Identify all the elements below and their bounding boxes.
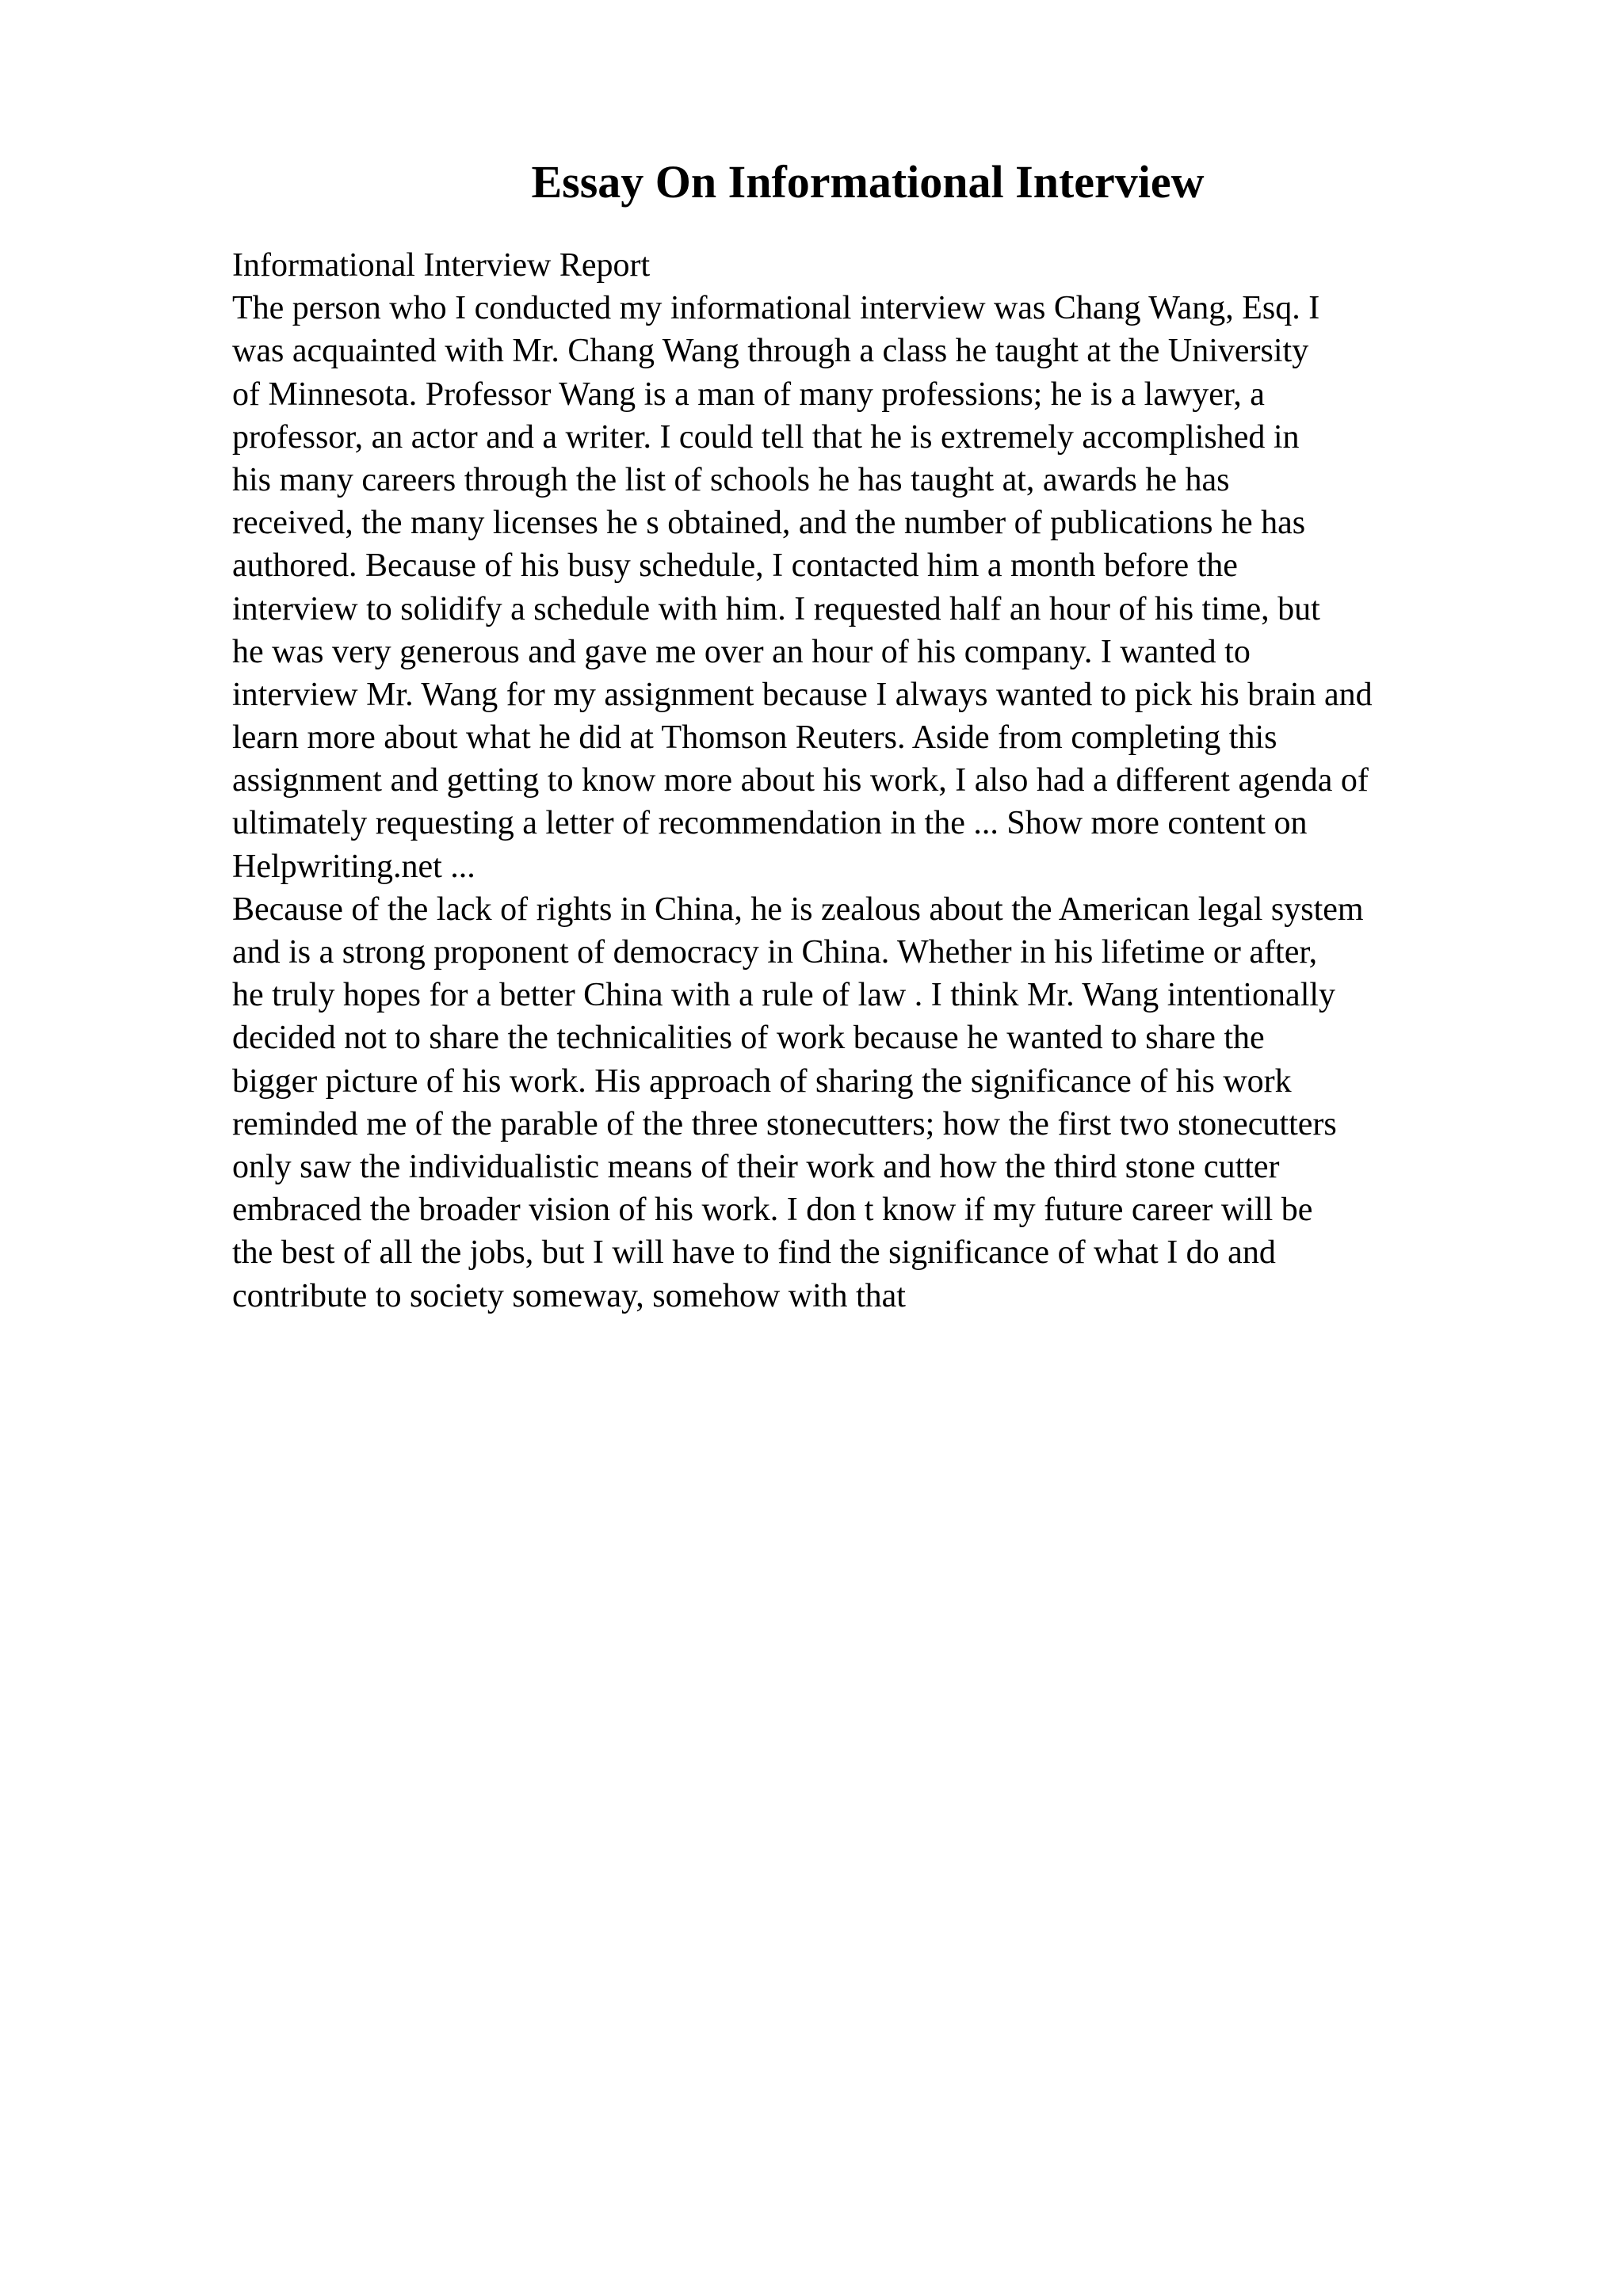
document-body — [232, 244, 1595, 1318]
body-line: the best of all the jobs, but I will have to find the significance of what I do and — [232, 1234, 1276, 1272]
body-line: professor, an actor and a writer. I could tell that he is extremely accomplished in — [232, 418, 1300, 456]
body-line: bigger picture of his work. His approach of sharing the significance of his work — [232, 1062, 1292, 1100]
body-line: assignment and getting to know more about his work, I also had a different agenda of — [232, 762, 1369, 799]
body-line: embraced the broader vision of his work. I don t know if my future career will be — [232, 1192, 1313, 1229]
body-line: interview Mr. Wang for my assignment because I always wanted to pick his brain and — [232, 676, 1373, 713]
body-line: he was very generous and gave me over an hour of his company. I wanted to — [232, 633, 1251, 670]
body-line: of Minnesota. Professor Wang is a man of many professions; he is a lawyer, a — [232, 376, 1265, 413]
body-line: ultimately requesting a letter of recommendation in the ... Show more content on — [232, 805, 1308, 842]
body-line: his many careers through the list of schools he has taught at, awards he has — [232, 461, 1230, 498]
body-line: interview to solidify a schedule with him. I requested half an hour of his time, but — [232, 590, 1320, 627]
body-line: Because of the lack of rights in China, he is zealous about the American legal system — [232, 891, 1364, 928]
body-line: decided not to share the technicalities of work because he wanted to share the — [232, 1020, 1265, 1057]
body-line: he truly hopes for a better China with a rule of law . I think Mr. Wang intentionally — [232, 977, 1336, 1014]
body-line: only saw the individualistic means of their work and how the third stone cutter — [232, 1148, 1280, 1185]
body-line: The person who I conducted my informational interview was Chang Wang, Esq. I — [232, 290, 1320, 327]
body-line: was acquainted with Mr. Chang Wang through a class he taught at the University — [232, 333, 1309, 370]
body-line: received, the many licenses he s obtained, and the number of publications he has — [232, 505, 1306, 542]
body-line: reminded me of the parable of the three stonecutters; how the first two stonecutters — [232, 1105, 1337, 1142]
body-line: Informational Interview Report — [232, 247, 651, 284]
document-title: Essay On Informational Interview — [531, 156, 1205, 208]
body-line: authored. Because of his busy schedule, I contacted him a month before the — [232, 547, 1238, 585]
body-line: and is a strong proponent of democracy in China. Whether in his lifetime or after, — [232, 934, 1318, 971]
body-line: contribute to society someway, somehow with that — [232, 1277, 906, 1314]
body-line: Helpwriting.net ... — [232, 848, 475, 885]
body-line: learn more about what he did at Thomson Reuters. Aside from completing this — [232, 719, 1277, 757]
